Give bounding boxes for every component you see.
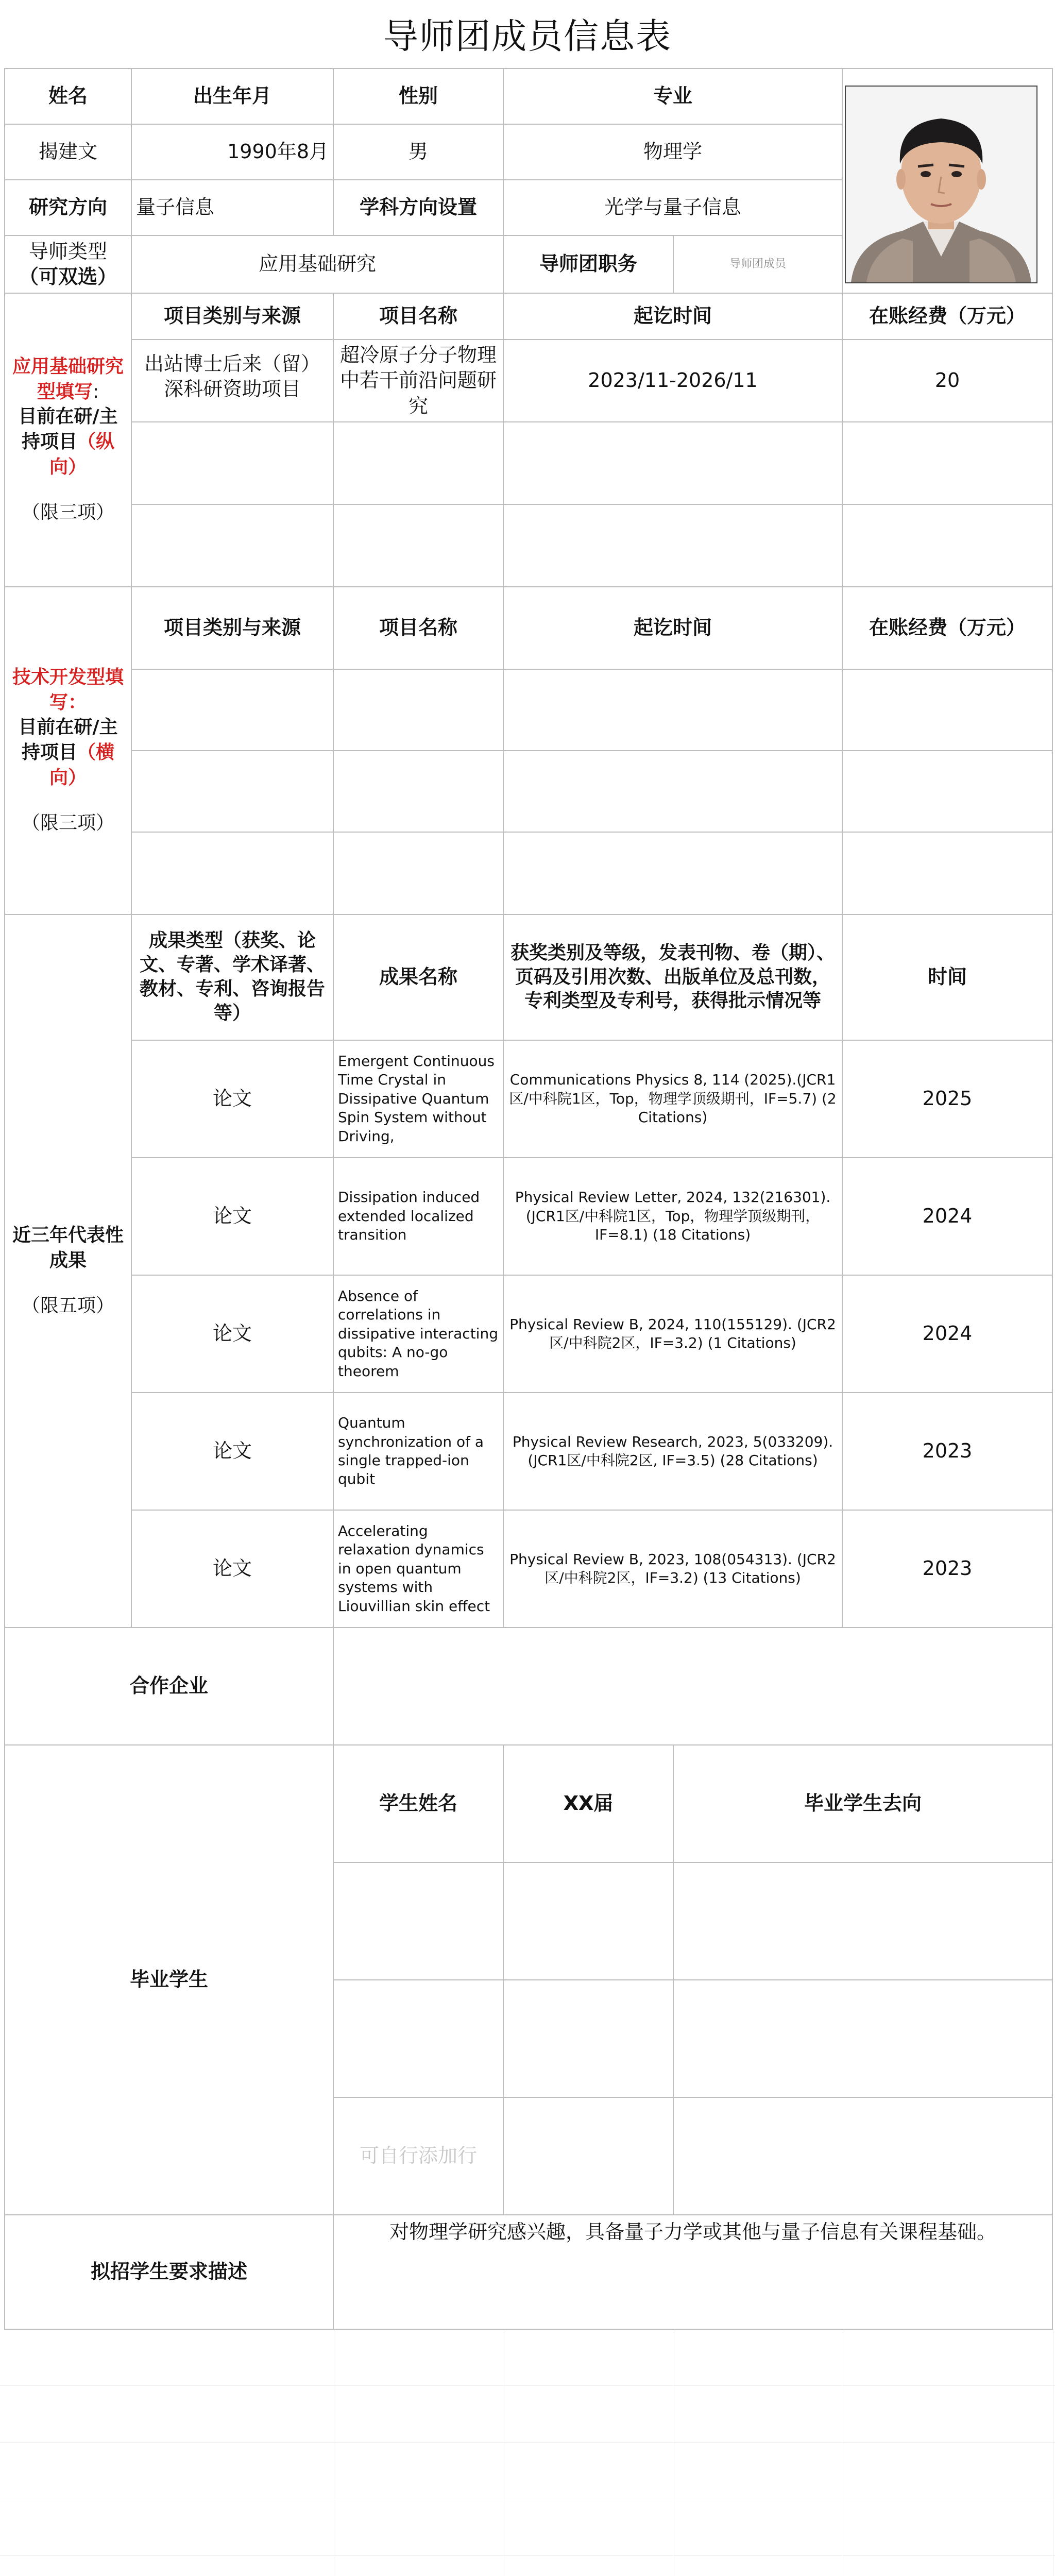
sheet-title: 导师团成员信息表 xyxy=(383,16,672,57)
header-research: 研究方向 xyxy=(4,180,132,236)
member-photo xyxy=(845,86,1037,283)
hp-label-red1: 技术开发型填 xyxy=(12,667,124,688)
advisor-type-line1: 导师类型 xyxy=(28,240,107,263)
vp-header-source: 项目类别与来源 xyxy=(132,294,334,340)
grad-add-row-hint: 可自行添加行 xyxy=(334,2098,504,2215)
vertical-projects-label xyxy=(4,294,132,587)
grad-row1-name xyxy=(334,1863,504,1980)
person-portrait-icon xyxy=(846,87,1036,282)
grad-row3-destination xyxy=(674,2098,1053,2215)
hp-label-red3: （横 xyxy=(77,742,115,763)
hp-row1-funds xyxy=(843,670,1053,751)
advisor-type-line2: （可双选） xyxy=(19,265,117,288)
graduates-label: 毕业学生 xyxy=(4,1745,334,2215)
ach-row5-detail: Physical Review B, 2023, 108(054313). (JCR2区/中科院2区，IF=3.2) (13 Citations) xyxy=(504,1511,843,1628)
vp-row1-funds: 20 xyxy=(843,340,1053,422)
ach-row2-year: 2024 xyxy=(843,1158,1053,1276)
name-value: 揭建文 xyxy=(4,125,132,180)
hp-row1-name xyxy=(334,670,504,751)
grad-row2-year xyxy=(504,1980,674,2098)
hp-row2-funds xyxy=(843,751,1053,833)
vp-label-black2: 持项目 xyxy=(21,431,77,452)
partners-label: 合作企业 xyxy=(4,1628,334,1745)
ach-row5-year: 2023 xyxy=(843,1511,1053,1628)
vp-label-colon: : xyxy=(92,381,99,402)
vp-row3-name xyxy=(334,505,504,587)
header-advisor-type xyxy=(4,236,132,294)
hp-label-red4: 向） xyxy=(49,767,87,788)
ach-row4-detail: Physical Review Research, 2023, 5(033209). (JCR1区/中科院2区, IF=3.5) (28 Citations) xyxy=(504,1393,843,1511)
ach-header-detail: 获奖类别及等级，发表刊物、卷（期）、页码及引用次数、出版单位及总刊数，专利类型及专利号，获得批示情况等 xyxy=(504,915,843,1041)
ach-header-title: 成果名称 xyxy=(334,915,504,1041)
ach-label-limit: （限五项） xyxy=(21,1295,114,1317)
header-birth: 出生年月 xyxy=(132,68,334,125)
grad-row1-destination xyxy=(674,1863,1053,1980)
vp-label-red2: 型填写 xyxy=(37,381,93,402)
team-role-value: 导师团成员 xyxy=(674,236,843,294)
hp-row1-period xyxy=(504,670,843,751)
ach-row1-type: 论文 xyxy=(132,1041,334,1158)
discipline-value: 光学与量子信息 xyxy=(504,180,843,236)
hp-row3-period xyxy=(504,833,843,915)
horizontal-projects-label xyxy=(4,587,132,915)
ach-label-line1: 近三年代表性 xyxy=(12,1225,124,1246)
header-major: 专业 xyxy=(504,68,843,125)
hp-label-red2: 写： xyxy=(49,691,87,713)
hp-row2-name xyxy=(334,751,504,833)
grad-row2-name xyxy=(334,1980,504,2098)
vp-row2-source xyxy=(132,422,334,505)
ach-header-year: 时间 xyxy=(843,915,1053,1041)
partners-value xyxy=(334,1628,1053,1745)
ach-row4-type: 论文 xyxy=(132,1393,334,1511)
ach-row3-detail: Physical Review B, 2024, 110(155129). (JCR2区/中科院2区，IF=3.2) (1 Citations) xyxy=(504,1276,843,1393)
ach-row2-title: Dissipation induced extended localized transition xyxy=(334,1158,504,1276)
vp-row2-funds xyxy=(843,422,1053,505)
research-value: 量子信息 xyxy=(132,180,334,236)
ach-row3-year: 2024 xyxy=(843,1276,1053,1393)
ach-header-type: 成果类型（获奖、论文、专著、学术译著、教材、专利、咨询报告等） xyxy=(132,915,334,1041)
major-value: 物理学 xyxy=(504,125,843,180)
hp-header-source: 项目类别与来源 xyxy=(132,587,334,670)
vp-label-red4: 向） xyxy=(49,456,87,478)
ach-row4-title: Quantum synchronization of a single trapped-ion qubit xyxy=(334,1393,504,1511)
hp-header-period: 起讫时间 xyxy=(504,587,843,670)
grad-header-name: 学生姓名 xyxy=(334,1745,504,1863)
vp-row2-name xyxy=(334,422,504,505)
vp-row3-source xyxy=(132,505,334,587)
requirements-text: 对物理学研究感兴趣，具备量子力学或其他与量子信息有关课程基础。 xyxy=(334,2215,1053,2330)
hp-row2-source xyxy=(132,751,334,833)
hp-row3-name xyxy=(334,833,504,915)
empty-sheet-grid xyxy=(0,2329,1055,2576)
vp-row3-funds xyxy=(843,505,1053,587)
vp-label-black1: 目前在研/主 xyxy=(18,406,118,428)
header-team-role: 导师团职务 xyxy=(504,236,674,294)
ach-row2-type: 论文 xyxy=(132,1158,334,1276)
hp-header-name: 项目名称 xyxy=(334,587,504,670)
hp-row1-source xyxy=(132,670,334,751)
vp-label-red1: 应用基础研究 xyxy=(12,356,124,378)
vp-row1-source: 出站博士后来（留）深科研资助项目 xyxy=(132,340,334,422)
ach-row5-type: 论文 xyxy=(132,1511,334,1628)
hp-label-black2: 持项目 xyxy=(21,742,77,763)
ach-row3-type: 论文 xyxy=(132,1276,334,1393)
vp-label-red3: （纵 xyxy=(77,431,115,452)
grad-row3-year xyxy=(504,2098,674,2215)
advisor-type-value: 应用基础研究 xyxy=(132,236,504,294)
ach-label-line2: 成果 xyxy=(49,1249,87,1271)
hp-row3-funds xyxy=(843,833,1053,915)
vp-row1-period: 2023/11-2026/11 xyxy=(504,340,843,422)
hp-label-black1: 目前在研/主 xyxy=(18,717,118,738)
ach-row1-title: Emergent Continuous Time Crystal in Dissipative Quantum Spin System without Driving, xyxy=(334,1041,504,1158)
vp-row2-period xyxy=(504,422,843,505)
hp-row3-source xyxy=(132,833,334,915)
grad-row1-year xyxy=(504,1863,674,1980)
grad-header-year: XX届 xyxy=(504,1745,674,1863)
ach-row1-year: 2025 xyxy=(843,1041,1053,1158)
gender-value: 男 xyxy=(334,125,504,180)
header-gender: 性别 xyxy=(334,68,504,125)
header-discipline: 学科方向设置 xyxy=(334,180,504,236)
hp-row2-period xyxy=(504,751,843,833)
vp-row1-name: 超冷原子分子物理中若干前沿问题研究 xyxy=(334,340,504,422)
ach-row4-year: 2023 xyxy=(843,1393,1053,1511)
vp-label-limit: （限三项） xyxy=(21,502,114,523)
ach-row2-detail: Physical Review Letter, 2024, 132(216301). (JCR1区/中科院1区，Top，物理学顶级期刊，IF=8.1) (18 Citations) xyxy=(504,1158,843,1276)
grad-header-destination: 毕业学生去向 xyxy=(674,1745,1053,1863)
ach-row1-detail: Communications Physics 8, 114 (2025).(JCR1区/中科院1区，Top，物理学顶级期刊，IF=5.7) (2 Citations) xyxy=(504,1041,843,1158)
requirements-label: 拟招学生要求描述 xyxy=(4,2215,334,2330)
hp-label-limit: （限三项） xyxy=(21,812,114,834)
vp-header-funds: 在账经费（万元） xyxy=(843,294,1053,340)
vp-row3-period xyxy=(504,505,843,587)
achievements-label xyxy=(4,915,132,1628)
header-name: 姓名 xyxy=(4,68,132,125)
grad-row2-destination xyxy=(674,1980,1053,2098)
vp-header-name: 项目名称 xyxy=(334,294,504,340)
hp-header-funds: 在账经费（万元） xyxy=(843,587,1053,670)
birth-value: 1990年8月 xyxy=(132,125,334,180)
vp-header-period: 起讫时间 xyxy=(504,294,843,340)
ach-row3-title: Absence of correlations in dissipative interacting qubits: A no-go theorem xyxy=(334,1276,504,1393)
ach-row5-title: Accelerating relaxation dynamics in open quantum systems with Liouvillian skin effect xyxy=(334,1511,504,1628)
